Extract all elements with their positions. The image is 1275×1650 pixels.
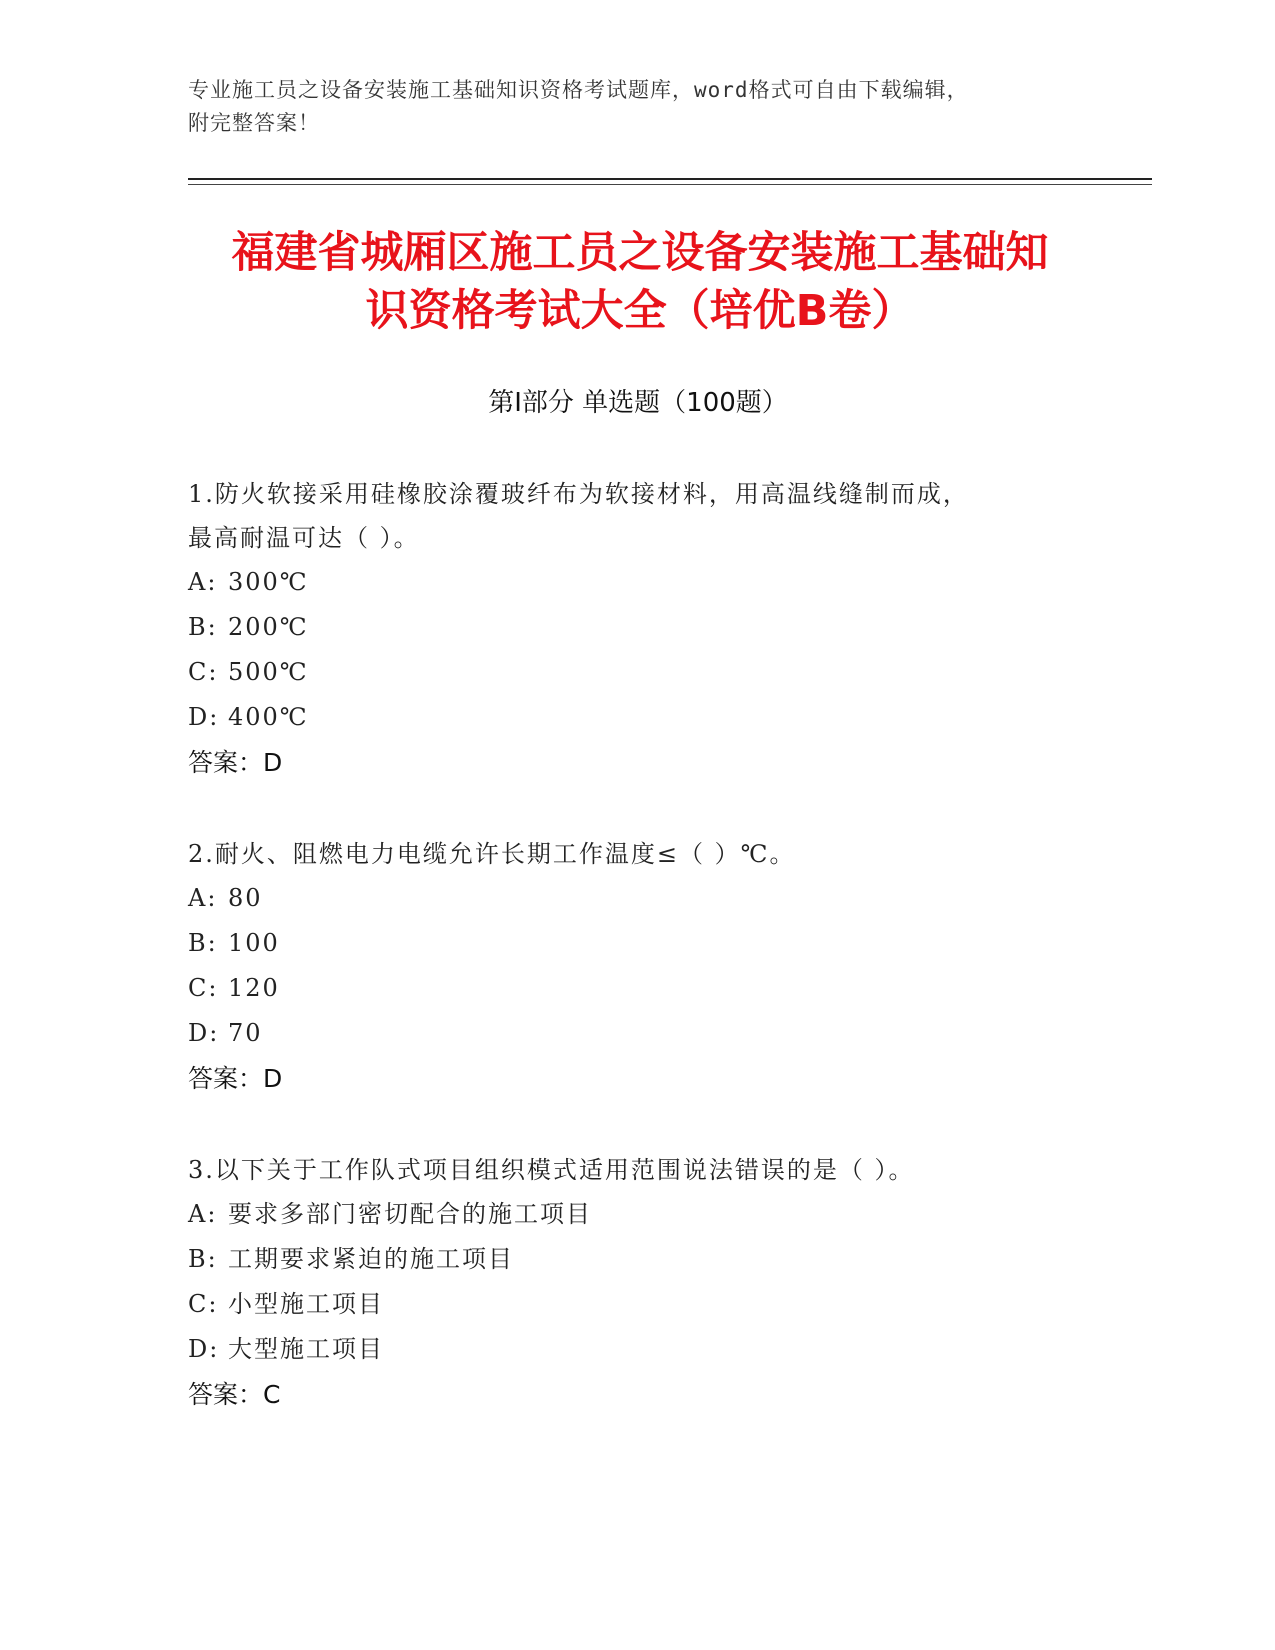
header-note-line-1: 专业施工员之设备安装施工基础知识资格考试题库，word格式可自由下载编辑， xyxy=(188,78,969,102)
option-key: D: xyxy=(188,1335,220,1363)
option-key: A: xyxy=(188,568,218,596)
option-value: 工期要求紧迫的施工项目 xyxy=(228,1245,514,1273)
option-c xyxy=(188,650,1088,695)
option-a xyxy=(188,876,1088,921)
header-note-line-2: 附完整答案！ xyxy=(188,111,320,135)
question-1 xyxy=(188,472,1088,785)
header-divider-thick xyxy=(188,178,1152,180)
option-key: A: xyxy=(188,884,218,912)
option-d xyxy=(188,1327,1088,1372)
section-title: 第Ⅰ部分 单选题（100题） xyxy=(488,388,788,418)
option-b xyxy=(188,1237,1088,1282)
question-text-continued: 最高耐温可达（ ）。 xyxy=(188,524,420,552)
option-value: 小型施工项目 xyxy=(228,1290,384,1318)
option-value: 70 xyxy=(228,1019,263,1047)
option-value: 100 xyxy=(228,929,280,957)
question-3 xyxy=(188,1148,1088,1417)
option-key: D: xyxy=(188,703,220,731)
question-text: 2.耐火、阻燃电力电缆允许长期工作温度≤（ ）℃。 xyxy=(188,840,796,868)
option-key: B: xyxy=(188,929,218,957)
option-key: A: xyxy=(188,1200,218,1228)
answer: 答案：C xyxy=(188,1380,281,1409)
option-value: 200℃ xyxy=(228,613,309,641)
answer: 答案：D xyxy=(188,748,283,777)
option-a xyxy=(188,560,1088,605)
document-title-line-1: 福建省城厢区施工员之设备安装施工基础知 xyxy=(231,228,1049,278)
option-value: 400℃ xyxy=(228,703,309,731)
option-b xyxy=(188,605,1088,650)
answer: 答案：D xyxy=(188,1064,283,1093)
header-note xyxy=(188,74,1088,140)
document-title-line-2: 识资格考试大全（培优B卷） xyxy=(365,286,915,336)
question-text: 1.防火软接采用硅橡胶涂覆玻纤布为软接材料，用高温线缝制而成， xyxy=(188,480,969,508)
option-value: 要求多部门密切配合的施工项目 xyxy=(228,1200,592,1228)
question-text: 3.以下关于工作队式项目组织模式适用范围说法错误的是（ ）。 xyxy=(188,1156,915,1184)
header-divider-thin xyxy=(188,184,1152,185)
option-key: C: xyxy=(188,658,219,686)
option-a xyxy=(188,1192,1088,1237)
option-value: 80 xyxy=(228,884,263,912)
option-key: D: xyxy=(188,1019,220,1047)
option-c xyxy=(188,1282,1088,1327)
option-key: C: xyxy=(188,974,219,1002)
option-b xyxy=(188,921,1088,966)
option-c xyxy=(188,966,1088,1011)
option-value: 大型施工项目 xyxy=(228,1335,384,1363)
question-2 xyxy=(188,832,1088,1101)
option-value: 300℃ xyxy=(228,568,309,596)
option-key: C: xyxy=(188,1290,219,1318)
document-title xyxy=(160,224,1120,340)
option-value: 500℃ xyxy=(228,658,309,686)
option-d xyxy=(188,1011,1088,1056)
option-key: B: xyxy=(188,1245,218,1273)
question-list xyxy=(188,472,1088,1464)
option-d xyxy=(188,695,1088,740)
option-value: 120 xyxy=(228,974,280,1002)
option-key: B: xyxy=(188,613,218,641)
